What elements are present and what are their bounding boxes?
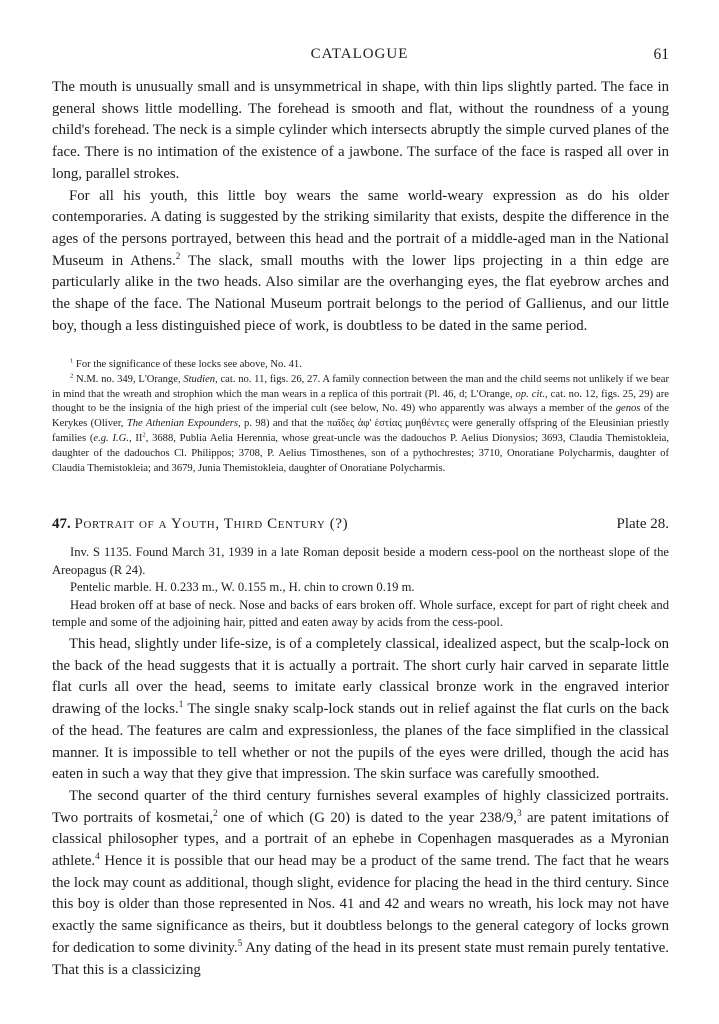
footnote-ref[interactable]: 2 bbox=[175, 250, 181, 261]
footnotes bbox=[52, 358, 669, 476]
entry-title: Portrait of a Youth, Third Century (?) bbox=[74, 516, 349, 532]
paragraph: This head, slightly under life-size, is of a completely classical, idealized aspect, but the scalp-lock on the back of the head suggests that it is actually a portrait. The short curly hair carved in separate little flat curls all over the head, seems to imitate early classical bronze work in the engraved interior drawing of the locks.$^1$ The single snaky scalp-lock stands out in relief against the flat curls on the back of the head. The features are calm and expressionless, the planes of the face simplified in the classical manner. It is impossible to tell whether or not the pupils of the eyes were drilled, though the acid has eaten in such a way that they give that impression. The skin surface was carefully smoothed. bbox=[52, 636, 670, 783]
inventory-info: Inv. S 1135. Found March 31, 1939 in a late Roman deposit beside a modern cess-pool on the northeast slope of the Areopagus (R 24). bbox=[52, 545, 669, 577]
footnote-ref[interactable]: 2 bbox=[213, 807, 218, 818]
plate-reference[interactable]: Plate 28. bbox=[616, 516, 669, 532]
running-header-title: CATALOGUE bbox=[310, 46, 409, 62]
entry-metadata bbox=[52, 544, 669, 632]
entry-number: 47. bbox=[52, 516, 71, 532]
description-text bbox=[52, 634, 669, 981]
footnote-2: $^2$ N.M. no. 349, L'Orange, Studien, cat. no. 11, figs. 26, 27. A family connection between the man and the child seems not unlikely if we bear in mind that the wreath and strophion which the man wears in a replica of this portrait (Pl. 46, d; L'Orange, op. cit., cat. no. 12, figs. 25, 29) are thought to be the insignia of the high priest of the imperial cult (see below, No. 49) who apparently was always a member of the genos of the Kerykes (Oliver, The Athenian Expounders, p. 98) and that the παῖδες ἀφ' ἑστίας μυηθέντες were generally offspring of the Eleusinian priestly families (e.g. I.G., $II^2$, 3688, Publia Aelia Herennia, whose great-uncle was the dadouchos P. Aelius Dionysios; 3693, Claudia Themistokleia, daughter of the dadouchos Cl. Philippos; 3708, P. Aelius Timosthenes, son of a pythochrestes; 3710, Onoratiane Polycharmis, daughter of Claudia Themistokleia; and 3679, Junia Themistokleia, daughter of Onoratiane Polycharmis. bbox=[52, 372, 669, 474]
footnote-1: $^1$ For the significance of these locks see above, No. 41. bbox=[70, 357, 302, 370]
continuation-text bbox=[52, 77, 669, 337]
condition-notes: Head broken off at base of neck. Nose and backs of ears broken off. Whole surface, except for part of right cheek and temple and some of the adjoining hair, pitted and eaten away by acids from the cess-pool. bbox=[52, 597, 669, 630]
paragraph: The second quarter of the third century furnishes several examples of highly classicized portraits. Two portraits of kosmetai,$^2$ one of which (G 20) is dated to the year 238/9,$^3$ are patent imitations of classical philosopher types, and a portrait of an ephebe in Copenhagen masquerades as a Myronian athlete.$^4$ Hence it is possible that our head may be a product of the same trend. The fact that he wears the lock may count as additional, though slight, evidence for placing the head in the third century. Since this boy is older than those represented in Nos. 41 and 42 and wears no wreath, his lock may not have exactly the same significance as theirs, but it doubtless belongs to the general category of locks grown for dedication to some divinity.$^5$ Any dating of the head in its present state must remain purely tentative. That this is a classicizing bbox=[52, 787, 670, 978]
catalogue-entry-heading bbox=[52, 514, 669, 534]
footnote-ref[interactable]: 5 bbox=[237, 937, 243, 948]
material-dimensions: Pentelic marble. H. 0.233 m., W. 0.155 m., H. chin to crown 0.19 m. bbox=[70, 580, 415, 595]
paragraph: For all his youth, this little boy wears the same world-weary expression as do his older contemporaries. A dating is suggested by the striking similarity that exists, despite the difference in the ages of the persons portrayed, between this head and the portrait of a middle-aged man in the National Museum in Athens.$^2$ The slack, small mouths with the lower lips projecting in a thin edge are particularly alike in the two heads. Also similar are the overhanging eyes, the flat eyebrow arches and the shape of the face. The National Museum portrait belongs to the period of Gallienus, and our little boy, though a less distinguished piece of work, is doubtless to be dated in the same period. bbox=[52, 187, 669, 334]
footnote-ref[interactable]: 1 bbox=[178, 699, 184, 710]
footnote-ref[interactable]: 4 bbox=[95, 851, 100, 862]
page-number: 61 bbox=[653, 46, 669, 63]
footnote-ref[interactable]: 3 bbox=[516, 807, 522, 818]
paragraph: The mouth is unusually small and is unsymmetrical in shape, with thin lips slightly parted. The face in general shows little modelling. The forehead is smooth and flat, without the roundness of a young child's forehead. The neck is a simple cylinder which intersects abruptly the simple curved planes of the face. There is no intimation of the existence of a jawbone. The surface of the face is rasped all over in long, parallel strokes. bbox=[52, 79, 669, 182]
